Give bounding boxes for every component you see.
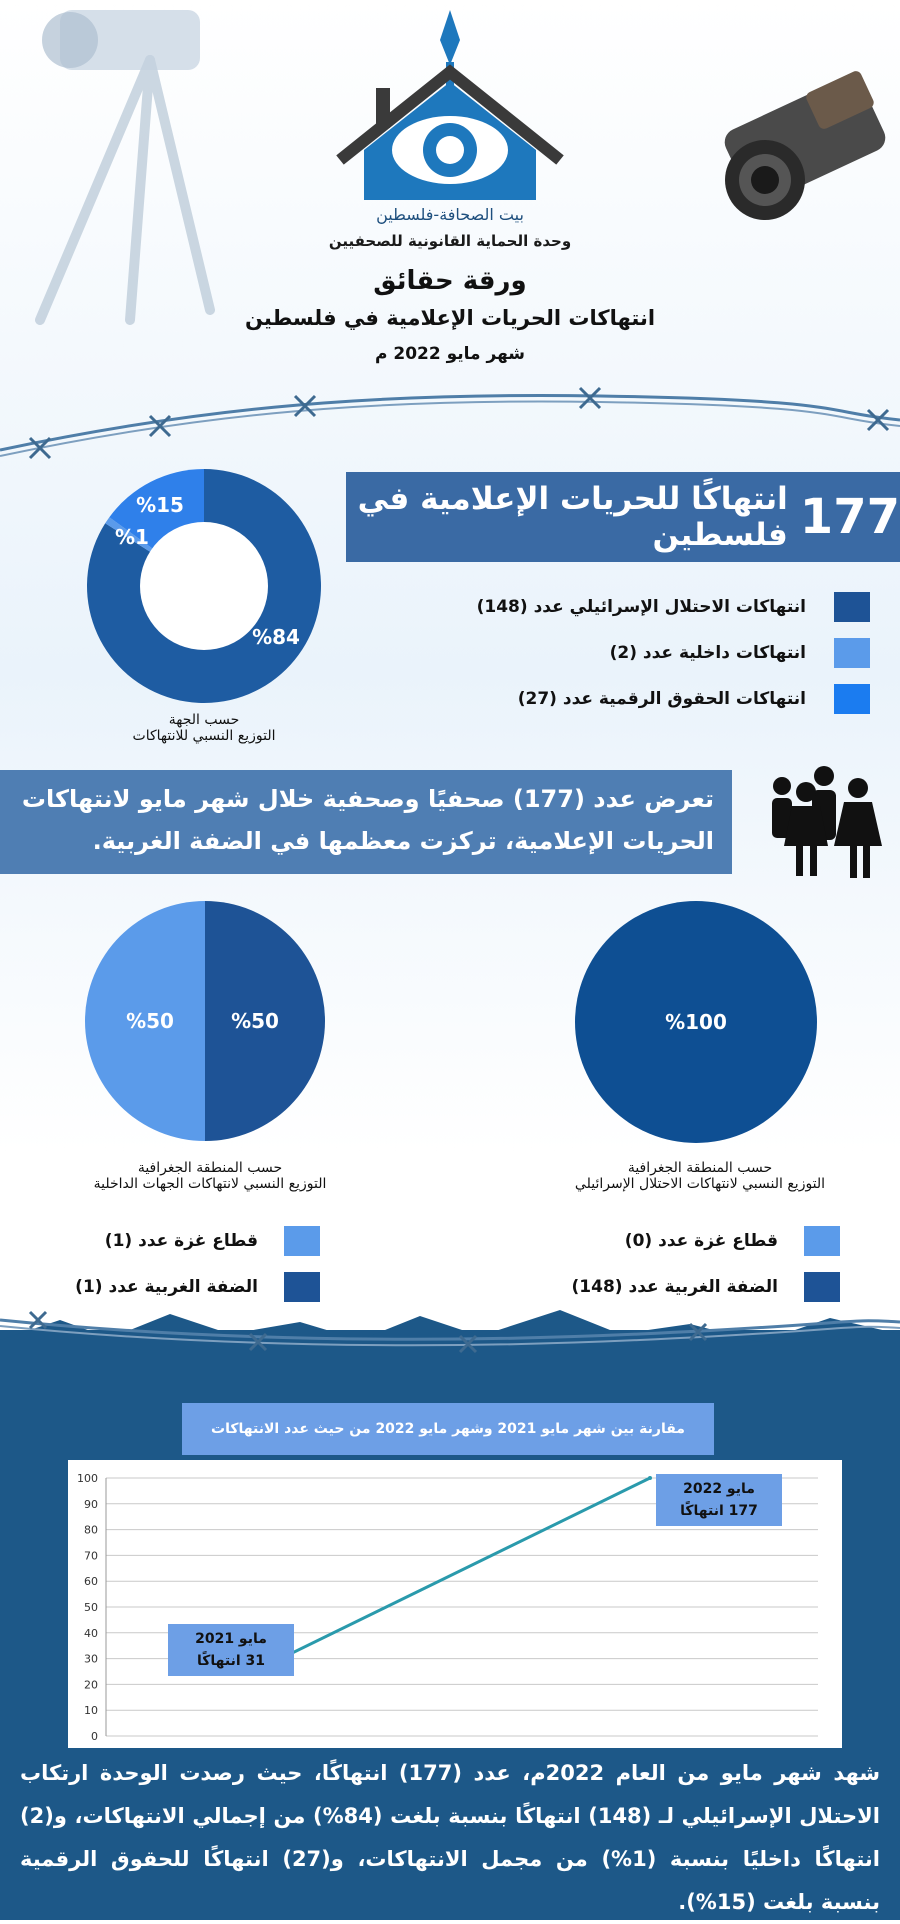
pie-left-label: %50 <box>231 1009 279 1033</box>
y-tick-label: 80 <box>84 1523 98 1537</box>
legend-swatch <box>834 684 870 714</box>
summary-banner: تعرض عدد (177) صحفيًا وصحفية خلال شهر مايو لانتهاكات الحريات الإعلامية، تركزت معظمها في الضفة الغربية. <box>0 770 732 874</box>
chart-title: مقارنة بين شهر مايو 2021 وشهر مايو 2022 من حيث عدد الانتهاكات <box>182 1403 714 1455</box>
people-icon <box>762 764 888 882</box>
legend-label: الضفة الغربية عدد (1) <box>75 1277 258 1297</box>
callout-2022-line1: مايو 2022 <box>683 1481 755 1497</box>
headline-text: انتهاكًا للحريات الإعلامية في فلسطين <box>357 481 788 553</box>
period-title: شهر مايو 2022 م <box>374 344 526 364</box>
donut-caption-line1: حسب الجهة <box>168 712 240 728</box>
subject-title: انتهاكات الحريات الإعلامية في فلسطين <box>244 306 656 330</box>
legend-item <box>440 684 870 714</box>
y-tick-label: 50 <box>84 1601 98 1614</box>
legend-swatch <box>804 1272 840 1302</box>
pie-left-caption-line1: حسب المنطقة الجغرافية <box>137 1160 283 1176</box>
y-tick-label: 20 <box>84 1678 98 1692</box>
legend-item <box>520 1226 840 1256</box>
legend-label: انتهاكات الاحتلال الإسرائيلي عدد (148) <box>476 597 806 617</box>
donut-chart <box>84 466 324 706</box>
unit-name: وحدة الحماية القانونية للصحفيين <box>328 232 572 250</box>
pen-house-eye-logo <box>334 10 566 200</box>
legend-swatch <box>804 1226 840 1256</box>
barbed-wire <box>0 382 900 462</box>
pie-right-caption-line2: التوزيع النسبي لانتهاكات الاحتلال الإسرائيلي <box>574 1176 826 1192</box>
pie-right-caption-line1: حسب المنطقة الجغرافية <box>627 1160 773 1176</box>
org-name: بيت الصحافة-فلسطين <box>376 205 524 224</box>
legend-label: انتهاكات الحقوق الرقمية عدد (27) <box>517 689 806 709</box>
y-tick-label: 40 <box>84 1626 98 1640</box>
legend-label: الضفة الغربية عدد (148) <box>571 1277 778 1297</box>
legend-item <box>440 592 870 622</box>
legend-swatch <box>834 638 870 668</box>
legend-label: قطاع غزة عدد (1) <box>104 1231 258 1251</box>
donut-label: %84 <box>252 625 300 649</box>
series-line <box>286 1478 650 1656</box>
donut-label: %1 <box>115 525 149 549</box>
legend-item <box>520 1272 840 1302</box>
y-tick-label: 70 <box>84 1549 98 1563</box>
pie-left-caption-line2: التوزيع النسبي لانتهاكات الجهات الداخلية <box>93 1176 327 1192</box>
legend-pie-left <box>30 1226 320 1302</box>
y-tick-label: 0 <box>91 1730 98 1743</box>
legend-top <box>440 592 870 714</box>
chart-callout-2021 <box>168 1624 294 1676</box>
callout-2022-line2: 177 انتهاكًا <box>680 1503 758 1519</box>
legend-label: انتهاكات داخلية عدد (2) <box>609 643 806 663</box>
pie-chart-internal <box>84 900 326 1142</box>
doc-type-title: ورقة حقائق <box>373 266 527 296</box>
legend-item <box>30 1226 320 1256</box>
pie-left-label: %50 <box>126 1009 174 1033</box>
chart-callout-2022 <box>656 1474 782 1526</box>
legend-label: قطاع غزة عدد (0) <box>624 1231 778 1251</box>
legend-swatch <box>834 592 870 622</box>
donut-caption-line2: التوزيع النسبي للانتهاكات <box>132 728 276 744</box>
camera-icon <box>690 40 900 230</box>
y-tick-label: 10 <box>84 1704 98 1718</box>
y-tick-label: 60 <box>84 1575 98 1589</box>
callout-2021-line2: 31 انتهاكًا <box>196 1653 266 1669</box>
legend-swatch <box>284 1226 320 1256</box>
legend-item <box>30 1272 320 1302</box>
legend-pie-right <box>520 1226 840 1302</box>
y-tick-label: 30 <box>84 1652 98 1666</box>
y-tick-label: 90 <box>84 1497 98 1511</box>
data-point <box>648 1476 652 1480</box>
headline-banner <box>346 472 900 562</box>
callout-2021-line1: مايو 2021 <box>195 1631 267 1647</box>
legend-swatch <box>284 1272 320 1302</box>
barbed-wire <box>0 1300 900 1360</box>
y-tick-label: 100 <box>77 1472 98 1485</box>
donut-hole <box>140 522 268 650</box>
legend-item <box>440 638 870 668</box>
closing-paragraph: شهد شهر مايو من العام 2022م، عدد (177) انتهاكًا، حيث رصدت الوحدة ارتكاب الاحتلال الإسرائيلي لـ (148) انتهاكًا بنسبة بلغت (84%) من إجمالي الانتهاكات، و(2) انتهاكًا داخليًا بنسبة (1%) من مجمل الانتهاكات، و(27) انتهاكًا للحقوق الرقمية بنسبة بلغت (15%). <box>20 1761 880 1914</box>
pie-right-label: %100 <box>665 1010 727 1034</box>
pie-chart-occupation <box>574 900 818 1144</box>
headline-number: 177 <box>799 489 900 545</box>
donut-label: %15 <box>136 493 184 517</box>
